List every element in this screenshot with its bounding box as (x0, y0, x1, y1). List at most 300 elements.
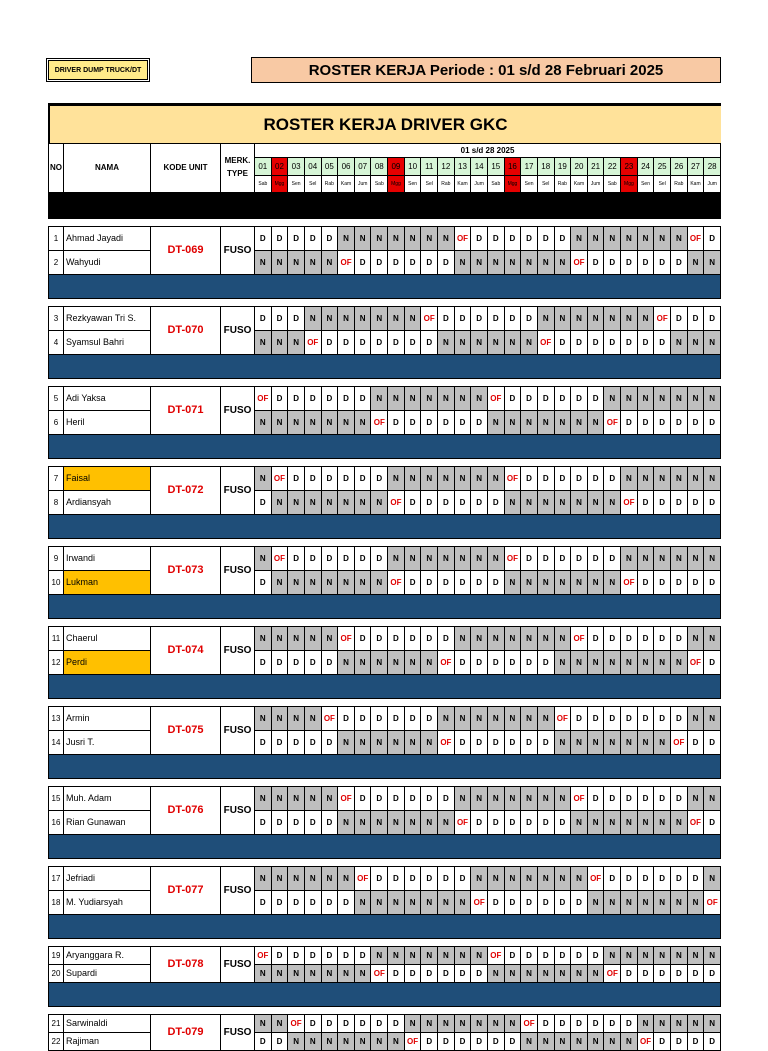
shift-cell: D (255, 651, 272, 675)
shift-cell: N (271, 411, 288, 435)
shift-cell: D (537, 227, 554, 251)
shift-cell: N (554, 731, 571, 755)
driver-name: Aryanggara R. (64, 947, 151, 965)
gap-row-1-cell (49, 299, 721, 307)
shift-cell: OF (637, 1033, 654, 1051)
shift-cell: D (471, 491, 488, 515)
shift-cell: D (587, 547, 604, 571)
shift-cell: D (704, 731, 721, 755)
shift-cell: N (404, 387, 421, 411)
shift-cell: N (504, 965, 521, 983)
shift-cell: D (321, 467, 338, 491)
shift-cell: N (321, 251, 338, 275)
shift-cell: D (304, 547, 321, 571)
shift-cell: D (654, 251, 671, 275)
driver-name: M. Yudiarsyah (64, 891, 151, 915)
shift-cell: D (537, 891, 554, 915)
shift-cell: D (637, 491, 654, 515)
shift-cell: N (438, 387, 455, 411)
merk-type: FUSO (221, 627, 255, 675)
dayname-06: Kam (338, 176, 355, 193)
shift-cell: D (304, 467, 321, 491)
shift-cell: D (537, 947, 554, 965)
shift-cell: N (304, 627, 321, 651)
shift-cell: N (587, 571, 604, 595)
shift-cell: D (521, 227, 538, 251)
driver-name: Ardiansyah (64, 491, 151, 515)
shift-cell: D (704, 411, 721, 435)
driver-row (49, 467, 721, 491)
shift-cell: D (637, 965, 654, 983)
driver-name: Adi Yaksa (64, 387, 151, 411)
shift-cell: N (687, 331, 704, 355)
shift-cell: OF (504, 547, 521, 571)
shift-cell: D (354, 547, 371, 571)
driver-number: 21 (49, 1015, 64, 1033)
shift-cell: D (487, 227, 504, 251)
driver-category-label: DRIVER DUMP TRUCK/DT (48, 60, 148, 80)
shift-cell: N (388, 467, 405, 491)
shift-cell: D (687, 731, 704, 755)
shift-cell: D (388, 627, 405, 651)
shift-cell: N (271, 1015, 288, 1033)
shift-cell: N (537, 307, 554, 331)
date-10: 10 (404, 158, 421, 176)
shift-cell: N (271, 251, 288, 275)
shift-cell: N (604, 947, 621, 965)
shift-cell: D (404, 491, 421, 515)
shift-cell: N (604, 811, 621, 835)
shift-cell: N (571, 651, 588, 675)
shift-cell: D (587, 331, 604, 355)
shift-cell: N (704, 627, 721, 651)
gap-row-4 (49, 539, 721, 547)
shift-cell: D (304, 387, 321, 411)
shift-cell: N (371, 947, 388, 965)
dayname-24: Sen (637, 176, 654, 193)
shift-cell: D (537, 651, 554, 675)
shift-cell: N (521, 707, 538, 731)
shift-cell: D (354, 251, 371, 275)
shift-cell: N (521, 627, 538, 651)
shift-cell: D (521, 651, 538, 675)
shift-cell: D (587, 627, 604, 651)
driver-name: Rezkyawan Tri S. (64, 307, 151, 331)
shift-cell: N (704, 707, 721, 731)
driver-number: 11 (49, 627, 64, 651)
shift-cell: D (371, 787, 388, 811)
driver-number: 7 (49, 467, 64, 491)
shift-cell: N (521, 787, 538, 811)
shift-cell: D (288, 891, 305, 915)
driver-row (49, 891, 721, 915)
driver-number: 20 (49, 965, 64, 983)
dayname-19: Rab (554, 176, 571, 193)
shift-cell: D (671, 627, 688, 651)
shift-cell: D (521, 891, 538, 915)
shift-cell: D (371, 707, 388, 731)
navy-separator-cell (49, 915, 721, 939)
shift-cell: N (321, 411, 338, 435)
shift-cell: N (288, 707, 305, 731)
shift-cell: D (521, 731, 538, 755)
shift-cell: D (271, 811, 288, 835)
merk-type: FUSO (221, 467, 255, 515)
shift-cell: N (371, 491, 388, 515)
shift-cell: D (554, 1015, 571, 1033)
shift-cell: N (471, 707, 488, 731)
shift-cell: OF (604, 411, 621, 435)
driver-number: 14 (49, 731, 64, 755)
date-22: 22 (604, 158, 621, 176)
shift-cell: D (537, 811, 554, 835)
shift-cell: OF (304, 331, 321, 355)
date-19: 19 (554, 158, 571, 176)
driver-row (49, 387, 721, 411)
shift-cell: D (338, 387, 355, 411)
driver-number: 12 (49, 651, 64, 675)
shift-cell: D (687, 307, 704, 331)
shift-cell: D (354, 331, 371, 355)
driver-number: 22 (49, 1033, 64, 1051)
driver-name: Chaerul (64, 627, 151, 651)
shift-cell: N (587, 491, 604, 515)
shift-cell: D (255, 571, 272, 595)
date-20: 20 (571, 158, 588, 176)
shift-cell: N (471, 387, 488, 411)
shift-cell: N (504, 251, 521, 275)
shift-cell: N (304, 707, 321, 731)
shift-cell: N (288, 1033, 305, 1051)
navy-separator (49, 675, 721, 699)
shift-cell: N (604, 307, 621, 331)
shift-cell: N (471, 1015, 488, 1033)
shift-cell: D (587, 707, 604, 731)
shift-cell: N (687, 467, 704, 491)
shift-cell: N (621, 547, 638, 571)
shift-cell: D (321, 891, 338, 915)
shift-cell: D (704, 307, 721, 331)
shift-cell: D (704, 965, 721, 983)
shift-cell: N (354, 891, 371, 915)
shift-cell: N (388, 387, 405, 411)
shift-cell: D (704, 227, 721, 251)
shift-cell: N (255, 467, 272, 491)
shift-cell: N (654, 891, 671, 915)
shift-cell: OF (421, 307, 438, 331)
shift-cell: N (671, 387, 688, 411)
shift-cell: N (255, 547, 272, 571)
shift-cell: N (704, 387, 721, 411)
shift-cell: N (471, 331, 488, 355)
driver-name: Ahmad Jayadi (64, 227, 151, 251)
shift-cell: D (371, 867, 388, 891)
shift-cell: N (654, 547, 671, 571)
shift-cell: D (454, 867, 471, 891)
shift-cell: D (671, 307, 688, 331)
shift-cell: D (304, 227, 321, 251)
date-25: 25 (654, 158, 671, 176)
shift-cell: N (704, 547, 721, 571)
driver-name: Faisal (64, 467, 151, 491)
shift-cell: N (454, 891, 471, 915)
shift-cell: N (687, 947, 704, 965)
shift-cell: D (671, 571, 688, 595)
dayname-20: Kam (571, 176, 588, 193)
driver-row (49, 331, 721, 355)
shift-cell: N (704, 467, 721, 491)
driver-name: Syamsul Bahri (64, 331, 151, 355)
shift-cell: D (654, 707, 671, 731)
unit-code: DT-077 (151, 867, 221, 915)
shift-cell: D (404, 571, 421, 595)
shift-cell: N (438, 891, 455, 915)
shift-cell: D (604, 707, 621, 731)
shift-cell: N (354, 811, 371, 835)
shift-cell: OF (687, 227, 704, 251)
shift-cell: N (271, 627, 288, 651)
shift-cell: D (571, 467, 588, 491)
driver-name: Muh. Adam (64, 787, 151, 811)
shift-cell: D (388, 787, 405, 811)
shift-cell: N (321, 571, 338, 595)
shift-cell: D (388, 251, 405, 275)
shift-cell: N (338, 811, 355, 835)
driver-row (49, 707, 721, 731)
shift-cell: N (354, 227, 371, 251)
shift-cell: N (521, 411, 538, 435)
shift-cell: N (537, 251, 554, 275)
shift-cell: N (587, 891, 604, 915)
shift-cell: OF (271, 467, 288, 491)
shift-cell: D (471, 307, 488, 331)
shift-cell: D (604, 251, 621, 275)
driver-name: Wahyudi (64, 251, 151, 275)
gap-row-8-cell (49, 859, 721, 867)
shift-cell: D (421, 627, 438, 651)
shift-cell: D (338, 467, 355, 491)
gap-row-0 (49, 219, 721, 227)
date-14: 14 (471, 158, 488, 176)
shift-cell: N (354, 1033, 371, 1051)
shift-cell: N (654, 811, 671, 835)
shift-cell: D (321, 227, 338, 251)
shift-cell: N (304, 571, 321, 595)
shift-cell: N (704, 251, 721, 275)
shift-cell: OF (671, 731, 688, 755)
date-03: 03 (288, 158, 305, 176)
shift-cell: N (321, 627, 338, 651)
shift-cell: D (654, 965, 671, 983)
shift-cell: D (571, 947, 588, 965)
merk-type: FUSO (221, 867, 255, 915)
gap-row-8 (49, 859, 721, 867)
shift-cell: D (354, 707, 371, 731)
shift-cell: OF (438, 731, 455, 755)
gap-row-10-cell (49, 1007, 721, 1015)
shift-cell: N (487, 707, 504, 731)
shift-cell: D (571, 331, 588, 355)
shift-cell: N (504, 787, 521, 811)
shift-cell: D (571, 1015, 588, 1033)
shift-cell: D (471, 1033, 488, 1051)
shift-cell: N (687, 707, 704, 731)
shift-cell: D (471, 571, 488, 595)
shift-cell: D (454, 571, 471, 595)
shift-cell: N (454, 707, 471, 731)
shift-cell: D (587, 947, 604, 965)
shift-cell: N (637, 891, 654, 915)
shift-cell: N (504, 491, 521, 515)
shift-cell: D (371, 251, 388, 275)
shift-cell: N (421, 891, 438, 915)
shift-cell: N (554, 651, 571, 675)
shift-cell: D (554, 891, 571, 915)
driver-number: 15 (49, 787, 64, 811)
shift-cell: N (637, 651, 654, 675)
shift-cell: N (404, 307, 421, 331)
date-11: 11 (421, 158, 438, 176)
shift-cell: D (637, 707, 654, 731)
shift-cell: N (421, 467, 438, 491)
shift-cell: N (654, 467, 671, 491)
dayname-25: Sel (654, 176, 671, 193)
shift-cell: N (604, 571, 621, 595)
shift-cell: N (404, 731, 421, 755)
shift-cell: D (621, 707, 638, 731)
shift-cell: D (388, 411, 405, 435)
shift-cell: D (271, 1033, 288, 1051)
navy-separator (49, 983, 721, 1007)
shift-cell: N (288, 787, 305, 811)
navy-separator-cell (49, 435, 721, 459)
shift-cell: N (604, 891, 621, 915)
shift-cell: OF (255, 947, 272, 965)
shift-cell: N (604, 651, 621, 675)
shift-cell: D (504, 891, 521, 915)
date-01: 01 (255, 158, 272, 176)
shift-cell: N (704, 1015, 721, 1033)
shift-cell: N (554, 627, 571, 651)
driver-row (49, 251, 721, 275)
shift-cell: N (354, 731, 371, 755)
shift-cell: N (404, 547, 421, 571)
shift-cell: N (554, 491, 571, 515)
shift-cell: D (487, 571, 504, 595)
shift-cell: N (654, 651, 671, 675)
driver-name: Lukman (64, 571, 151, 595)
shift-cell: D (371, 627, 388, 651)
unit-code: DT-070 (151, 307, 221, 355)
shift-cell: N (687, 1015, 704, 1033)
shift-cell: N (404, 651, 421, 675)
driver-number: 8 (49, 491, 64, 515)
shift-cell: N (504, 627, 521, 651)
gap-row-9 (49, 939, 721, 947)
shift-cell: N (487, 331, 504, 355)
shift-cell: N (421, 947, 438, 965)
shift-cell: N (438, 331, 455, 355)
shift-cell: N (637, 811, 654, 835)
shift-cell: N (388, 947, 405, 965)
navy-separator-cell (49, 835, 721, 859)
shift-cell: D (438, 307, 455, 331)
shift-cell: OF (404, 1033, 421, 1051)
dayname-26: Rab (671, 176, 688, 193)
shift-cell: D (421, 965, 438, 983)
driver-number: 5 (49, 387, 64, 411)
shift-cell: N (388, 731, 405, 755)
shift-cell: D (288, 307, 305, 331)
shift-cell: N (671, 651, 688, 675)
shift-cell: N (637, 547, 654, 571)
shift-cell: D (338, 331, 355, 355)
shift-cell: D (438, 627, 455, 651)
shift-cell: N (554, 1033, 571, 1051)
shift-cell: OF (571, 251, 588, 275)
date-12: 12 (438, 158, 455, 176)
shift-cell: D (388, 331, 405, 355)
shift-cell: N (654, 227, 671, 251)
shift-cell: N (537, 965, 554, 983)
navy-separator (49, 355, 721, 379)
shift-cell: N (604, 387, 621, 411)
shift-cell: N (338, 965, 355, 983)
shift-cell: N (371, 307, 388, 331)
merk-type: FUSO (221, 227, 255, 275)
shift-cell: D (288, 811, 305, 835)
shift-cell: N (671, 811, 688, 835)
shift-cell: N (304, 867, 321, 891)
shift-cell: N (304, 965, 321, 983)
shift-cell: D (654, 331, 671, 355)
shift-cell: D (271, 387, 288, 411)
shift-cell: N (671, 1015, 688, 1033)
shift-cell: D (504, 811, 521, 835)
shift-cell: D (371, 467, 388, 491)
shift-cell: D (338, 891, 355, 915)
shift-cell: D (354, 947, 371, 965)
shift-cell: N (404, 227, 421, 251)
shift-cell: D (404, 251, 421, 275)
shift-cell: N (621, 731, 638, 755)
shift-cell: N (571, 491, 588, 515)
shift-cell: N (487, 627, 504, 651)
shift-cell: N (587, 965, 604, 983)
shift-cell: N (338, 411, 355, 435)
shift-cell: N (554, 867, 571, 891)
navy-separator (49, 755, 721, 779)
shift-cell: D (404, 627, 421, 651)
shift-cell: N (554, 251, 571, 275)
shift-cell: N (554, 411, 571, 435)
shift-cell: N (454, 947, 471, 965)
shift-cell: OF (554, 707, 571, 731)
shift-cell: D (687, 965, 704, 983)
shift-cell: D (654, 491, 671, 515)
shift-cell: D (487, 1033, 504, 1051)
shift-cell: D (504, 947, 521, 965)
shift-cell: OF (654, 307, 671, 331)
shift-cell: D (537, 387, 554, 411)
shift-cell: N (321, 1033, 338, 1051)
shift-cell: D (637, 251, 654, 275)
shift-cell: N (537, 627, 554, 651)
shift-cell: D (321, 731, 338, 755)
driver-number: 4 (49, 331, 64, 355)
driver-row (49, 867, 721, 891)
shift-cell: N (621, 307, 638, 331)
